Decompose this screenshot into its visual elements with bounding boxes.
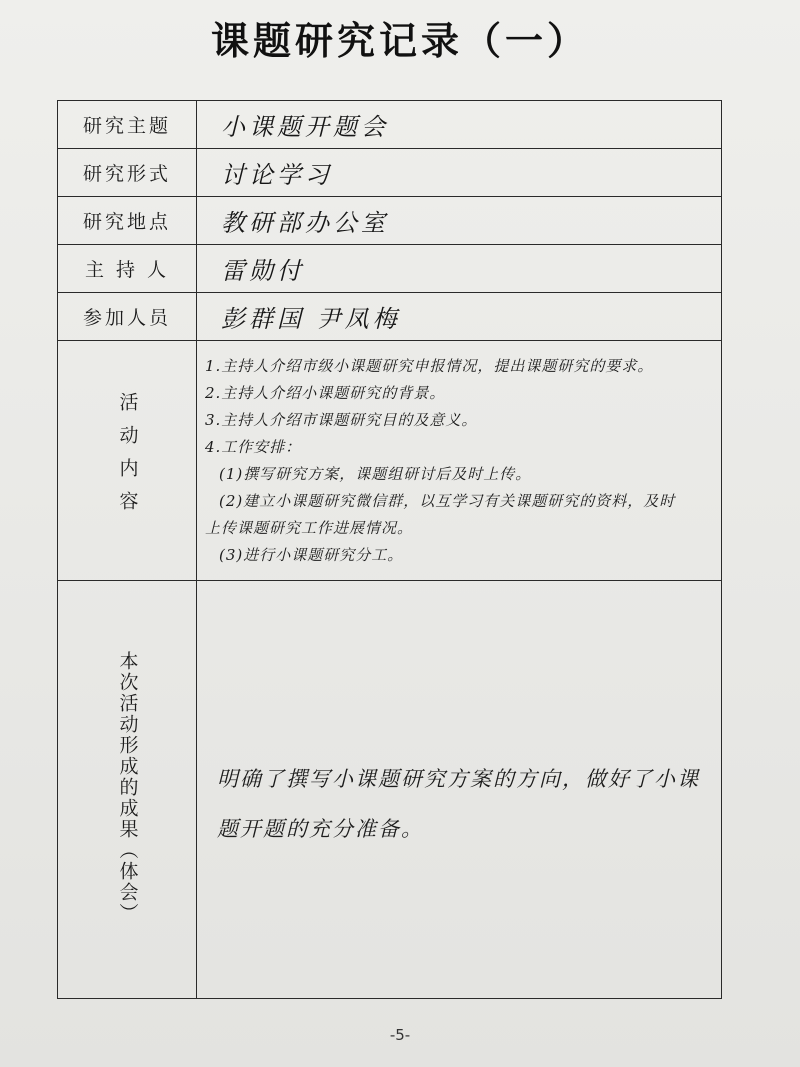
host-label: 主 持 人 [58,245,197,293]
form-value: 讨论学习 [197,149,722,197]
activity-content [197,341,722,581]
topic-value: 小课题开题会 [197,101,722,149]
row-location [58,197,722,245]
activity-line: 上传课题研究工作进展情况。 [205,518,414,537]
result-label: 本次活动形成的成果（体会） [116,650,139,924]
activity-line: (3)进行小课题研究分工。 [219,545,404,564]
form-label: 研究形式 [58,149,197,197]
record-table [57,100,722,999]
activity-line: (1)撰写研究方案，课题组研讨后及时上传。 [219,464,532,483]
page-number: -5- [389,1026,411,1044]
row-form [58,149,722,197]
result-label-cell [58,581,197,999]
participants-label: 参加人员 [58,293,197,341]
topic-label: 研究主题 [58,101,197,149]
row-topic [58,101,722,149]
page-title: 课题研究记录（一） [210,19,589,63]
row-activity [58,341,722,581]
activity-label-cell [58,341,197,581]
activity-line: 4.工作安排： [205,437,302,456]
activity-line: 2.主持人介绍小课题研究的背景。 [205,383,446,402]
location-value: 教研部办公室 [197,197,722,245]
location-label: 研究地点 [58,197,197,245]
row-result [58,581,722,999]
host-value: 雷勋付 [197,245,722,293]
participants-value: 彭群国 尹凤梅 [197,293,722,341]
activity-line: 3.主持人介绍市课题研究目的及意义。 [205,410,478,429]
activity-label: 活动内容 [116,392,139,524]
row-participants [58,293,722,341]
result-content: 明确了撰写小课题研究方案的方向，做好了小课题开题的充分准备。 [197,581,722,999]
activity-line: 1.主持人介绍市级小课题研究申报情况，提出课题研究的要求。 [205,356,654,375]
activity-line: (2)建立小课题研究微信群，以互学习有关课题研究的资料，及时 [219,491,676,510]
row-host [58,245,722,293]
